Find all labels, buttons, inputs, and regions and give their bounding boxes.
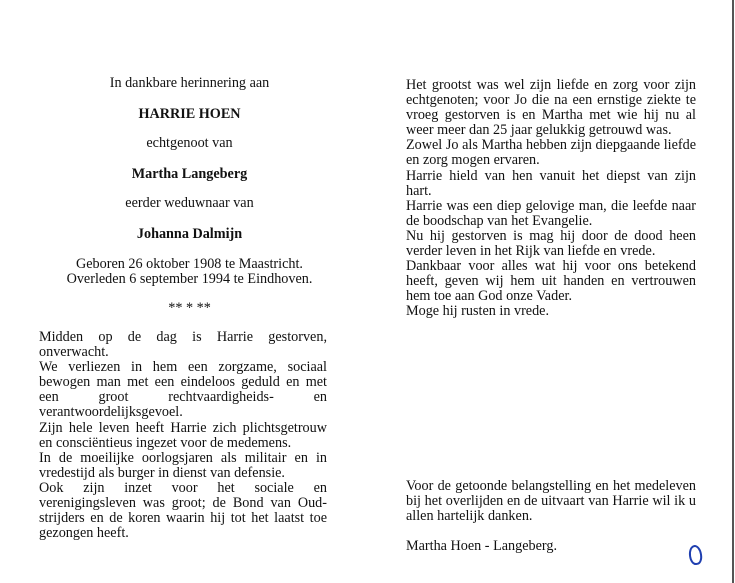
left-paragraph: Ook zijn inzet voor het sociale en verenigingsleven was groot; de Bond van Oud-strijders en de koren waarin hij tot het laatst toe gezongen heeft. [39, 479, 327, 542]
first-wife-name: Johanna Dalmijn [136, 226, 243, 243]
left-paragraph: In de moeilijke oorlogsjaren als militair en in vredestijd als burger in dienst van defensie. [39, 449, 327, 481]
left-text-column [39, 330, 327, 541]
left-paragraph: Zijn hele leven heeft Harrie zich plichtsgetrouw en consciëntieus ingezet voor de medemens. [39, 419, 327, 451]
thanks-block [406, 465, 696, 568]
widower-label: eerder weduwnaar van [125, 195, 254, 212]
right-paragraph: Harrie was een diep gelovige man, die leefde naar de boodschap van het Evangelie. [406, 197, 696, 229]
right-paragraph: Nu hij gestorven is mag hij door de dood heen verder leven in het Rijk van liefde en vrede. [406, 227, 696, 260]
death-line: Overleden 6 september 1994 te Eindhoven. [66, 270, 313, 287]
right-text-column [406, 78, 696, 320]
separator: ** * ** [168, 299, 211, 316]
announcement-block [52, 76, 327, 316]
right-paragraph: Zowel Jo als Martha hebben zijn diepgaande liefde en zorg mogen ervaren. [406, 137, 696, 169]
right-paragraph: Het grootst was wel zijn liefde en zorg voor zijn echtgenoten; voor Jo die na een ernstige ziekte te vroeg gestorven is en Martha met wie hij nu al weer meer dan 25 jaar gelukkig getrouwd was. [406, 77, 696, 139]
card-edge [732, 0, 734, 583]
right-paragraph: Moge hij rusten in vrede. [406, 303, 550, 320]
right-paragraph: Dankbaar voor alles wat hij voor ons betekend heeft, geven wij hem uit handen en vertrouwen hem toe aan God onze Vader. [406, 258, 696, 305]
signature: Martha Hoen - Langeberg. [406, 537, 558, 554]
birth-line: Geboren 26 oktober 1908 te Maastricht. [76, 255, 303, 272]
intro-line: In dankbare herinnering aan [109, 75, 270, 91]
spouse-label: echtgenoot van [146, 135, 233, 152]
right-paragraph: Harrie hield van hen vanuit het diepst van zijn hart. [406, 167, 696, 199]
thanks-text: Voor de getoonde belangstelling en het medeleven bij het overlijden en de uitvaart van Harrie wil ik u allen hartelijk danken. [406, 478, 696, 525]
spouse-name: Martha Langeberg [131, 166, 248, 183]
left-paragraph: We verliezen in hem een zorgzame, sociaal bewogen man met een eindeloos geduld en met een groot rechtvaardigheids- en verantwoordelijksgevoel. [39, 359, 327, 421]
left-paragraph: Midden op de dag is Harrie gestorven, onverwacht. [39, 329, 327, 361]
deceased-name: HARRIE HOEN [138, 106, 241, 123]
